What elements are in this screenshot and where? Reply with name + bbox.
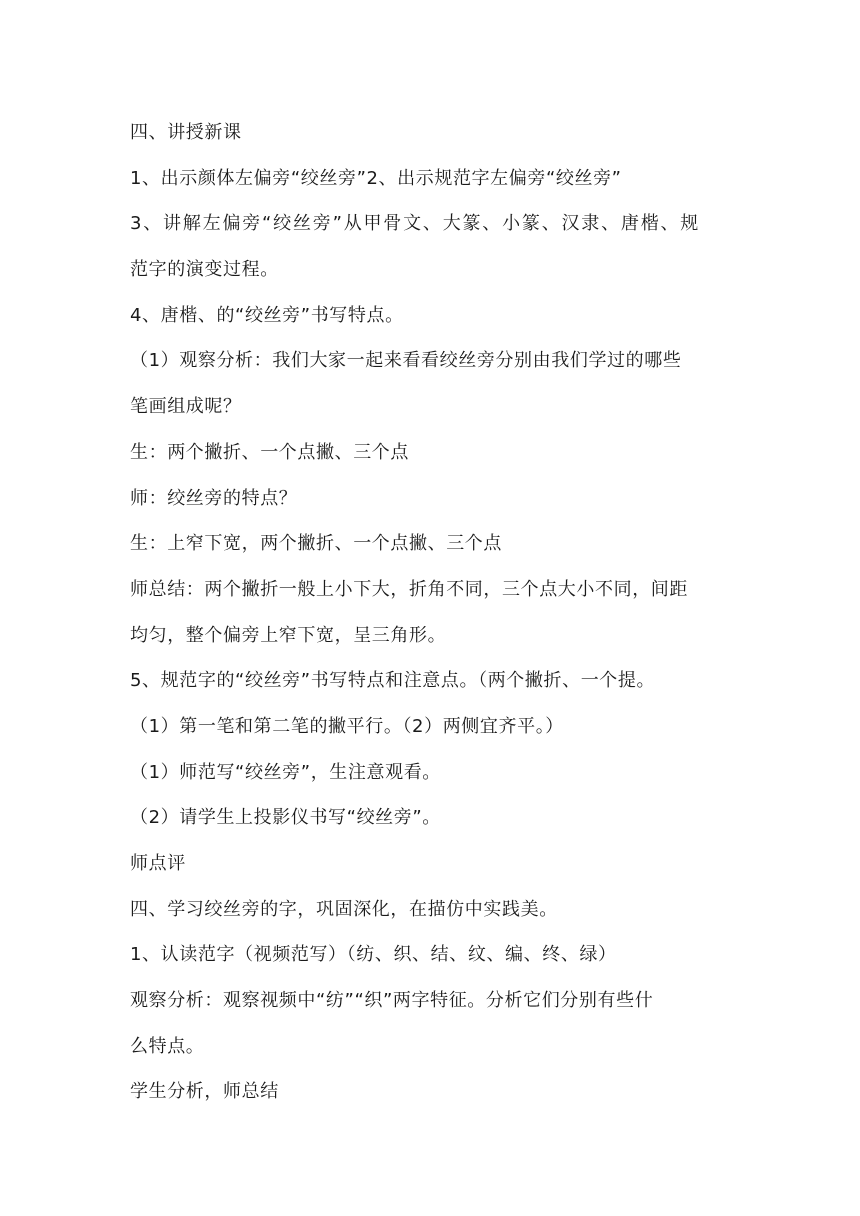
paragraph-line: 1、出示颜体左偏旁“绞丝旁”2、出示规范字左偏旁“绞丝旁” [130, 167, 622, 189]
paragraph-line: 5、规范字的“绞丝旁”书写特点和注意点。（两个撇折、一个提。 [130, 670, 656, 692]
paragraph-line: 师：绞丝旁的特点？ [130, 487, 298, 509]
paragraph-line: 学生分析，师总结 [130, 1081, 279, 1103]
section-heading: 四、学习绞丝旁的字，巩固深化，在描仿中实践美。 [130, 898, 558, 920]
paragraph-line: 生：两个撇折、一个点撇、三个点 [130, 441, 409, 463]
paragraph-line: （2）请学生上投影仪书写“绞丝旁”。 [130, 807, 441, 829]
paragraph-line: （1）第一笔和第二笔的撇平行。（2）两侧宜齐平。） [130, 715, 564, 737]
paragraph-line: （1）观察分析：我们大家一起来看看绞丝旁分别由我们学过的哪些 [130, 350, 682, 372]
paragraph-line: 均匀，整个偏旁上窄下宽，呈三角形。 [130, 624, 447, 646]
paragraph-line: 4、唐楷、的“绞丝旁”书写特点。 [130, 304, 404, 326]
paragraph-line: （1）师范写“绞丝旁”，生注意观看。 [130, 761, 441, 783]
paragraph-line: 范字的演变过程。 [130, 259, 279, 281]
paragraph-line: 1、认读范字（视频范写）（纺、织、结、纹、编、终、绿） [130, 944, 617, 966]
paragraph-line: 笔画组成呢？ [130, 396, 242, 418]
paragraph-line: 3、讲解左偏旁“绞丝旁”从甲骨文、大篆、小篆、汉隶、唐楷、规 [130, 213, 701, 235]
paragraph-line: 观察分析：观察视频中“纺”“织”两字特征。分析它们分别有些什 [130, 990, 654, 1012]
paragraph-line: 么特点。 [130, 1035, 205, 1057]
document-body [130, 110, 730, 1115]
section-heading: 四、讲授新课 [130, 122, 242, 143]
paragraph-line: 师点评 [130, 853, 186, 874]
paragraph-line: 生：上窄下宽，两个撇折、一个点撇、三个点 [130, 533, 502, 555]
paragraph-line: 师总结：两个撇折一般上小下大，折角不同，三个点大小不同，间距 [130, 578, 688, 600]
